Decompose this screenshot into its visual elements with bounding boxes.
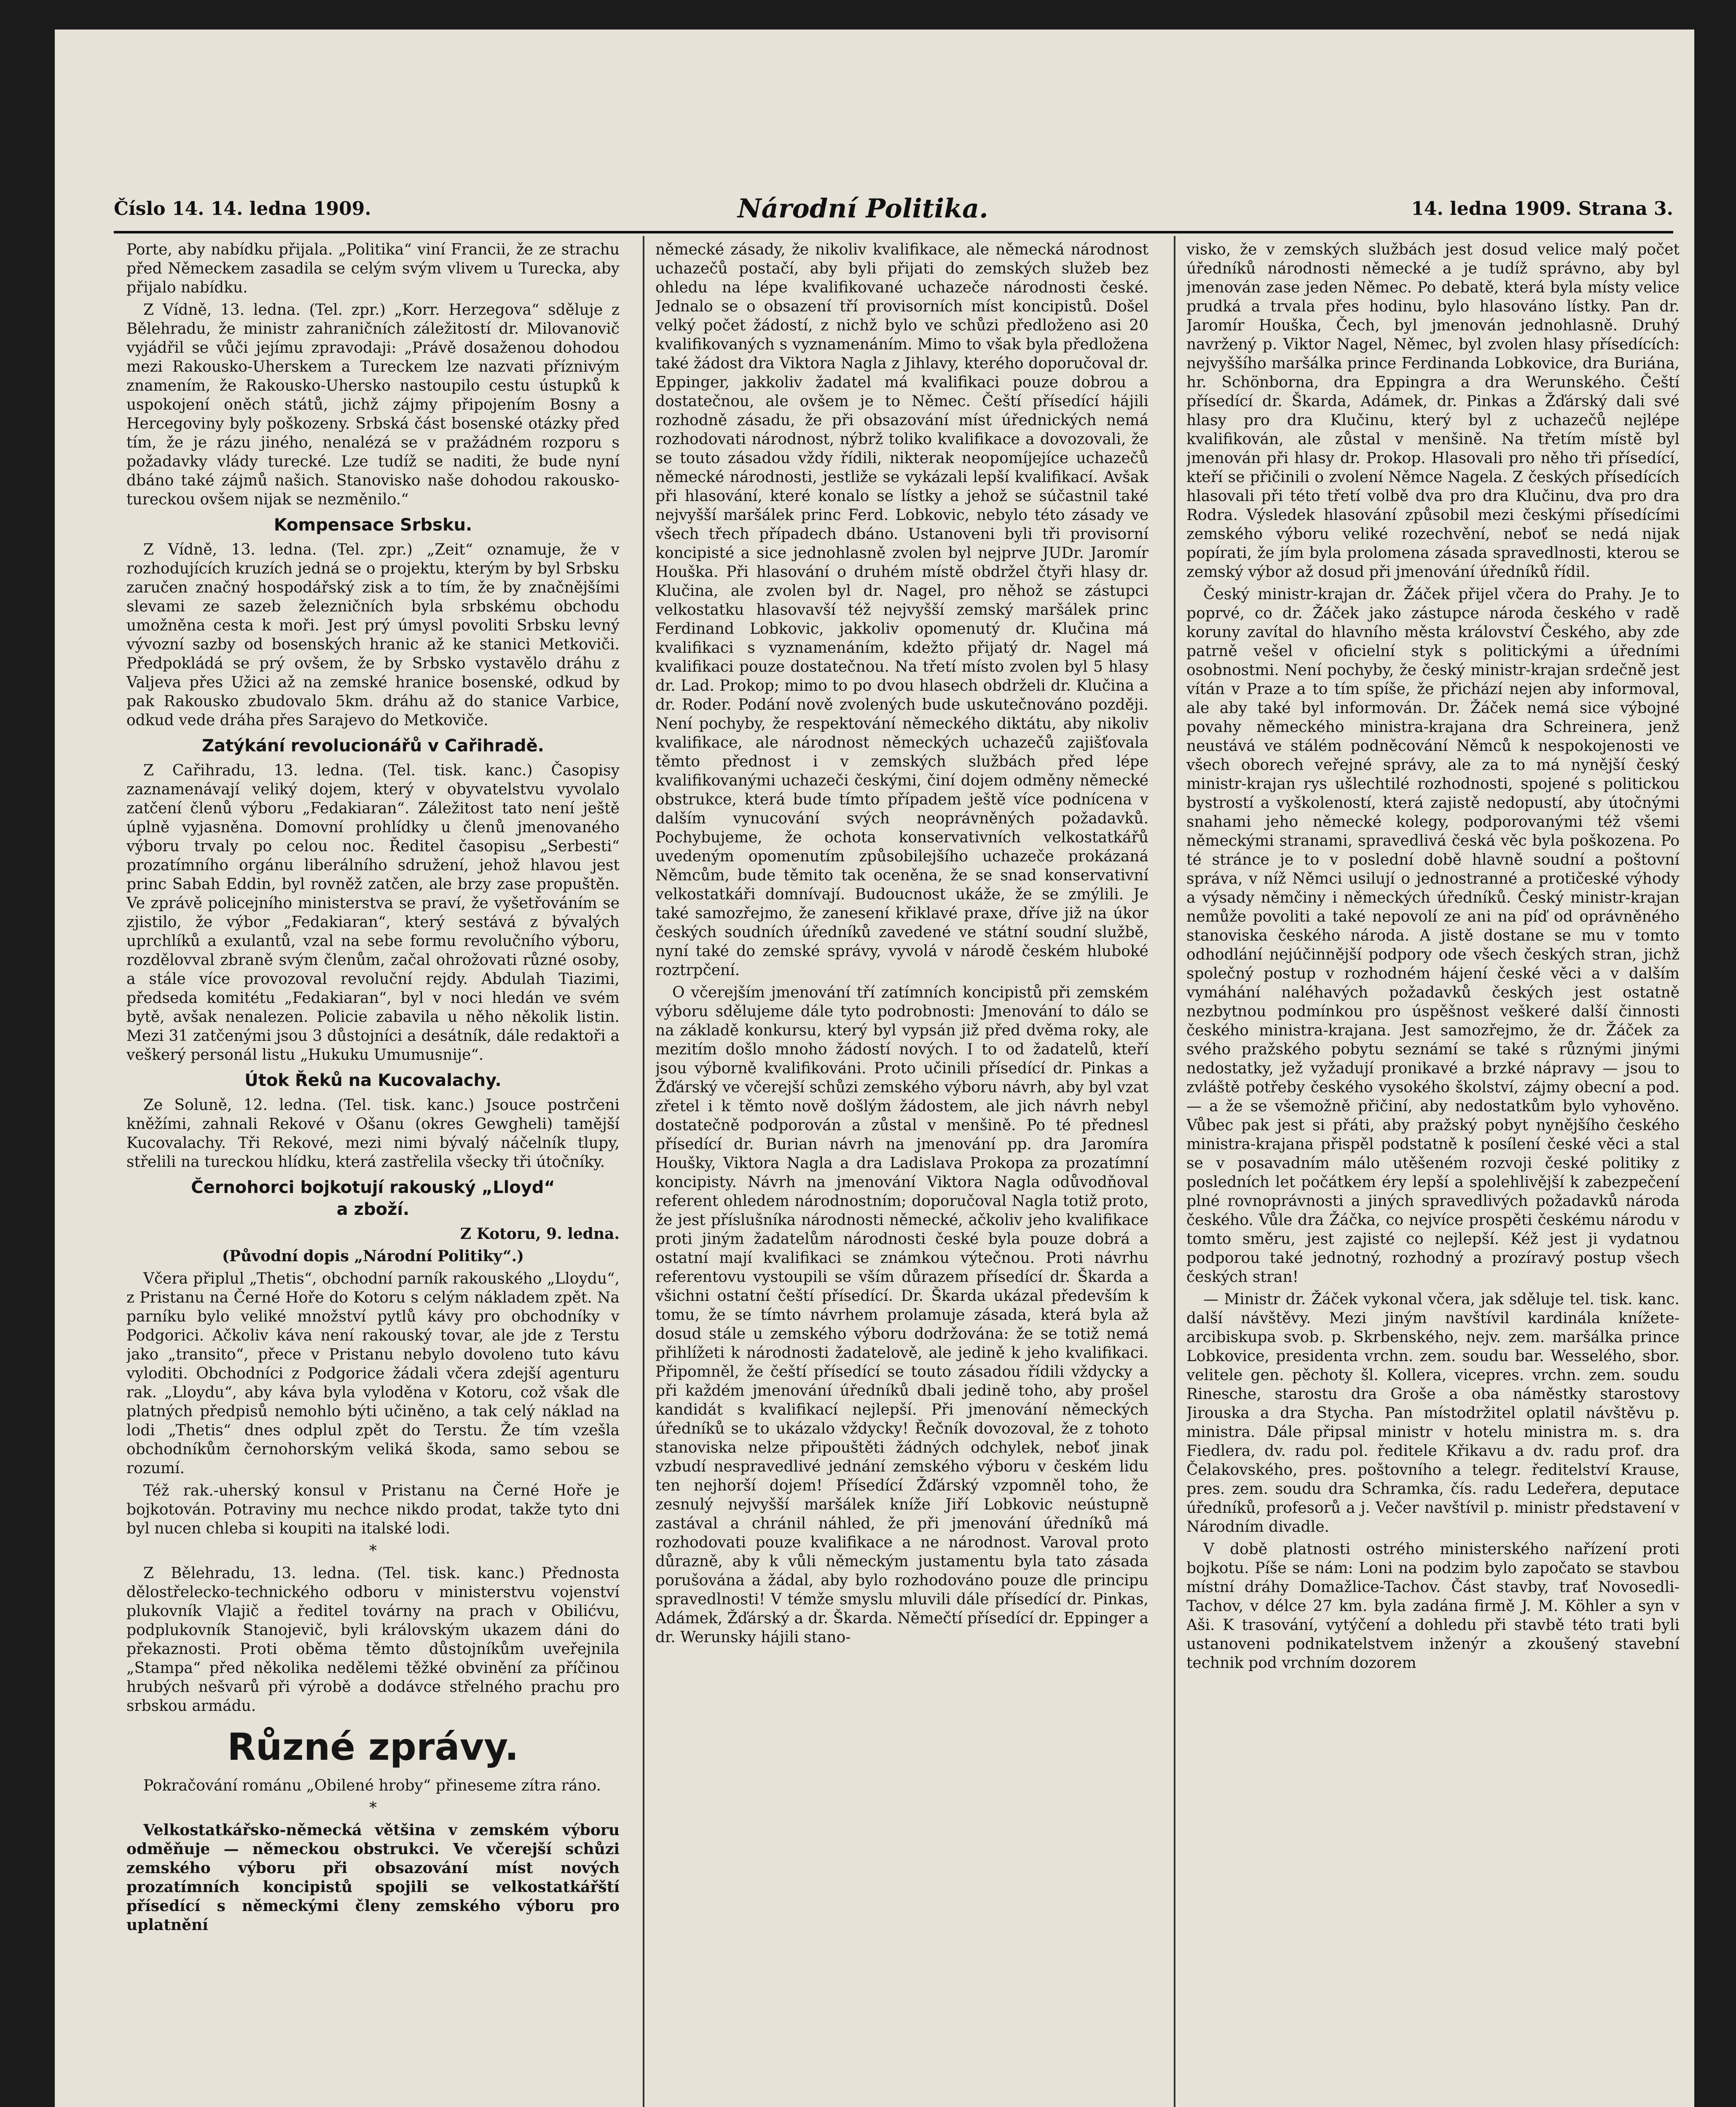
article-heading: Černohorci bojkotují rakouský „Lloyd“: [191, 1178, 555, 1197]
page-header: [114, 181, 1673, 228]
newspaper-page: [55, 29, 1694, 2107]
article-paragraph: O včerejším jmenování tří zatímních koncipistů při zemském výboru sdělujeme dále tyto podrobnosti: Jmenování to dálo se na základě konkursu, který byl vypsán již před dvěma roky, ale mezitím došlo mnoho žádostí nových. I to od žadatelů, kteří jsou výborně kvalifikováni. Proto učinili přísedící dr. Pinkas a Žďárský ve včerejší schůzi zemského výboru návrh, aby byl vzat zřetel i k těmto nově došlým žádostem, ale jich návrh nebyl dostatečně podporován a zůstal v menšině. Po té přednesl přísedící dr. Burian návrh na jmenování pp. dra Jaromíra Houšky, Viktora Nagla a dra Ladislava Prokopa za prozatímní koncipisty. Návrh na jmenování Viktora Nagla odůvodňoval referent ohledem národnostním; doporučoval Nagla totiž proto, že jest příslušníka národnosti německé, ačkoliv jeho kvalifikace proti jiným žadatelům národnosti české byla pouze dobrá a ostatní mají kvalifikaci se známkou výtečnou. Proti návrhu referentovu vystoupili se vším důrazem přísedící dr. Škarda a všichni ostatní čeští přísedící. Dr. Škarda ukázal především k tomu, že se tímto návrhem prolamuje zásada, která byla až dosud stále u zemského výboru dodržována: že se totiž nemá přihlížeti k národnosti žadatelově, ale jedině k jeho kvalifikaci. Připomněl, že čeští přísedící se touto zásadou řídili vždycky a při každém jmenování úředníků dbali jedině toho, aby prošel kandidát s kvalifikací nejlepší. Při jmenování německých úředníků se to ukázalo vždycky! Řečník dovozoval, že z tohoto stanoviska nelze připouštěti žádných odchylek, neboť jinak vzbudí nespravedlivé jednání zemského výboru v českém lidu ten nejhorší dojem! Přísedící Žďárský vzpomněl toho, že zesnulý nejvyšší maršálek kníže Jiří Lobkovic neústupně zastával a chránil náhled, že při jmenování úředníků má rozhodovati pouze kvalifikace a ne národnost. Varoval proto důrazně, aby k vůli německým justamentu byla tato zásada porušována a žádal, aby bylo rozhodováno pouze dle principu spravedlnosti! V témže smyslu mluvili dále přísedící dr. Pinkas, Adámek, Žďárský a dr. Škarda. Němečtí přísedící dr. Eppinger a dr. Werunsky hájili stano-: [655, 984, 1148, 1646]
article-paragraph: Z Vídně, 13. ledna. (Tel. zpr.) „Korr. Herzegova“ sděluje z Bělehradu, že ministr zahraničních záležitostí dr. Milovanovič vyjádřil se vůči jejímu zpravodaji: „Právě dosaženou dohodou mezi Rakousko-Uherskem a Tureckem lze nazvati příznivým znamením, že Rakousko-Uhersko nastoupilo cestu ústupků k uspokojení oněch států, jichž zájmy připojením Bosny a Hercegoviny byly poškozeny. Srbská část bosenské otázky před tím, že je rázu jiného, nenalézá se v pražádném rozporu s požadavky vlády turecké. Lze tudíž se naditi, že bude nyní dbáno také zájmů našich. Stanovisko naše dohodou rakousko-tureckou ovšem nijak se nezměnilo.“: [126, 301, 620, 508]
header-rule: [114, 231, 1673, 233]
article-paragraph: Z Bělehradu, 13. ledna. (Tel. tisk. kanc.) Přednosta dělostřelecko-technického odboru v ministerstvu vojenství plukovník Vlajič a ředitel továrny na prach v Obilićvu, podplukovník Stanojevič, byli královským ukazem dáni do překaznosti. Proti oběma těmto důstojníkům uveřejnila „Stampa“ před několika nedělemi těžké obvinění za příčinou hrubých nešvarů při výrobě a dodávce střelného prachu pro srbskou armádu.: [126, 1565, 620, 1715]
issue-number-date: Číslo 14. 14. ledna 1909.: [114, 198, 371, 220]
date-page-number: 14. ledna 1909. Strana 3.: [1411, 198, 1673, 220]
article-paragraph: Včera připlul „Thetis“, obchodní parník rakouského „Lloydu“, z Pristanu na Černé Hoře do Kotoru s celým nákladem zpět. Na parníku bylo veliké množství pytlů kávy pro obchodníky v Podgorici. Ačkoliv káva není rakouský tovar, ale jde z Terstu jako „transito“, přece v Pristanu nebylo dovoleno tuto kávu vyloditi. Obchodníci z Podgorice žádali včera zdejší agenturu rak. „Lloydu“, aby káva byla vyloděna v Kotoru, což však dle platných předpisů nemohlo býti učiněno, a tak celý náklad na lodi „Thetis“ dnes odplul zpět do Terstu. Že tím vzešla obchodníkům černohorským veliká škoda, samo sebou se rozumí.: [126, 1270, 620, 1477]
column-3: [1186, 240, 1680, 2107]
article-heading: Zatýkání revolucionářů v Cařihradě.: [202, 736, 544, 756]
article-heading: Kompensace Srbsku.: [274, 515, 472, 535]
column-1: [126, 240, 620, 2107]
article-paragraph: Z Cařihradu, 13. ledna. (Tel. tisk. kanc.) Časopisy zaznamenávají veliký dojem, který v obyvatelstvu vyvolalo zatčení členů výboru „Fedakiaran“. Záležitost tato není ještě úplně vyjasněna. Domovní prohlídky u členů jmenovaného výboru trvaly po celou noc. Ředitel časopisu „Serbesti“ prozatímního orgánu liberálního sdružení, jehož hlavou jest princ Sabah Eddin, byl rovněž zatčen, ale brzy zase propuštěn. Ve zprávě policejního ministerstva se praví, že vyšetřováním se zjistilo, že výbor „Fedakiaran“, který sestává z bývalých uprchlíků a exulantů, vzal na sebe formu revolučního výboru, rozdělovval zbraně svým členům, začal ohrožovati různé osoby, a stále více provozoval revoluční rejdy. Abdulah Tiazimi, předseda komitétu „Fedakiaran“, byl v noci hledán ve svém bytě, avšak nenalezen. Policie zabavila u něho několik listin. Mezi 31 zatčenými jsou 3 důstojníci a desátník, dále redaktoři a veškerý personál listu „Hukuku Umumusnije“.: [126, 762, 620, 1064]
column-divider-2: [1174, 236, 1175, 2107]
article-paragraph: Velkostatkářsko-německá většina v zemském výboru odměňuje — německou obstrukci. Ve včerejší schůzi zemského výboru při obsazování míst nových prozatímních koncipistů spojili se velkostatkářští přísedící s německými členy zemského výboru pro uplatnění: [126, 1821, 620, 1934]
section-title: Různé zprávy.: [227, 1725, 519, 1769]
article-heading-continued: a zboží.: [336, 1200, 410, 1219]
article-paragraph: visko, že v zemských službách jest dosud velice malý počet úředníků národnosti německé a je tudíž správno, aby byl jmenován zase jeden Němec. Po debatě, která byla místy velice prudká a trvala přes hodinu, bylo hlasováno lístky. Pan dr. Jaromír Houška, Čech, byl jmenován jednohlasně. Druhý navržený p. Viktor Nagel, Němec, byl zvolen hlasy přísedících: nejvyššího maršálka prince Ferdinanda Lobkovice, dra Buriána, hr. Schönborna, dra Eppingra a dra Werunského. Čeští přísedící dr. Škarda, Adámek, dr. Pinkas a Žďárský dali své hlasy pro dra Klučinu, který byl z uchazečů nejlépe kvalifikován, ale zůstal v menšině. Na třetím místě byl jmenován při hlasy dr. Prokop. Hlasovali pro něho tři přísedící, kteří se přičinili o zvolení Němce Nagela. Z českých přísedících hlasovali při této třetí volbě dva pro dra Klučinu, dva pro dra Rodra. Výsledek hlasování způsobil mezi českými přísedícími zemského výboru veliké rozechvění, neboť se nedá nijak popírati, že jím byla prolomena zásada spravedlnosti, kterou se zemský výbor až dosud při jmenování úředníků řídil.: [1186, 241, 1680, 581]
column-divider-1: [643, 236, 644, 2107]
article-paragraph: Pokračování románu „Obilené hroby“ přineseme zítra ráno.: [143, 1777, 601, 1794]
article-paragraph: Z Vídně, 13. ledna. (Tel. zpr.) „Zeit“ oznamuje, že v rozhodujících kruzích jedná se o projektu, kterým by byl Srbsku zaručen značný hospodářský zisk a to tím, že by značnějšími slevami ze sazeb železničních byla srbskému obchodu umožněna cesta k moři. Jest prý úmysl povoliti Srbsku levný vývozní sazby od bosenských hranic až ke stanici Metkoviči. Předpokládá se prý ovšem, že by Srbsko vystavělo dráhu z Valjeva přes Užici až na zemské hranice bosenské, odkud by pak Rakousko zbudovalo 5km. dráhu až do stanice Varbice, odkud vede dráha přes Sarajevo do Metkoviče.: [126, 541, 620, 729]
article-paragraph: Porte, aby nabídku přijala. „Politika“ viní Francii, že ze strachu před Německem zasadila se celým svým vlivem u Turecka, aby přijalo nabídku.: [126, 241, 620, 296]
separator-star: *: [369, 1799, 377, 1817]
article-paragraph: Též rak.-uherský konsul v Pristanu na Černé Hoře je bojkotován. Potraviny mu nechce nikdo prodat, takže tyto dni byl nucen chleba si koupiti na italské lodi.: [126, 1482, 620, 1537]
article-heading: Útok Řeků na Kucovalachy.: [244, 1071, 502, 1090]
article-paragraph: Ze Soluně, 12. ledna. (Tel. tisk. kanc.) Jsouce postrčeni kněžími, zahnali Rekové v Ošanu (okres Gewgheli) tamější Kucovalachy. Tři Rekové, mezi nimi bývalý náčelník tlupy, střelili na tureckou hlídku, která zastřelila všecky tři útočníky.: [126, 1096, 620, 1171]
article-paragraph: Český ministr-krajan dr. Žáček přijel včera do Prahy. Je to poprvé, co dr. Žáček jako zástupce národa českého v radě koruny zavítal do hlavního města království Českého, aby zde patrně vešel v oficielní styk s politickými a úředními osobnostmi. Není pochyby, že český ministr-krajan srdečně jest vítán v Praze a to tím spíše, že přichází nejen aby informoval, ale aby také byl informován. Dr. Žáček nemá sice výbojné povahy německého ministra-krajana dra Schreinera, jenž neustává ve stálém podněcování Němců k nespokojenosti ve všech oborech veřejné správy, ale za to má nynější český ministr-krajan rys ušlechtilé rozhodnosti, spojené s politickou bystrostí a vyškoleností, která zajistě nedopustí, aby útočnými snahami jeho německé kolegy, podporovanými též všemi německými stranami, spravedlivá česká věc byla poškozena. Po té stránce je to v poslední době hlavně soudní a poštovní správa, v níž Němci usilují o jednostranné a protičeské výhody a výsady němčiny i německých úředníků. Český ministr-krajan nemůže povoliti a také nepovolí ze ani na píď od oprávněného stanoviska českého národa. A jistě dostane se mu v tomto odhodlání nejúčinnější podpory ode všech českých stran, jichž společný postup v rozhodném hájení české věci a v dalším vymáhání naléhavých požadavků českých jest ostatně nezbytnou podmínkou pro úspěšnost veškeré další činnosti českého ministra-krajana. Jest samozřejmo, že dr. Žáček za svého pražského pobytu seznámí se také s různými jinými nedostatky, jež vyžadují pronikavé a brzké nápravy — jsou to zvláště potřeby českého vysokého školství, zájmy obecní a pod. — a že se všemožně přičiní, aby nedostatkům bylo vyhověno. Vůbec pak jest si přáti, aby pražský pobyt nynějšího českého ministra-krajana přispěl podstatně k posílení české věci a stal se v posavadním málo utěšeném rozvoji české politiky z posledních let počátkem éry lepší a spolehlivější k zabezpečení plné rovnoprávnosti a jiných spravedlivých požadavků národa českého. Vůle dra Žáčka, co nejvíce prospěti českému národu v tomto směru, jest zajisté co nejlepší. Kéž jest ji vydatnou podporou také jednotný, rozhodný a prozíravý postup všech českých stran!: [1186, 586, 1680, 1286]
article-paragraph: V době platnosti ostrého ministerského nařízení proti bojkotu. Píše se nám: Loni na podzim bylo započato se stavbou místní dráhy Domažlice-Tachov. Část stavby, trať Novosedli-Tachov, v délce 27 km. byla zadána firmě J. M. Köhler a syn v Aši. K trasování, vytýčení a dohledu při stavbě této trati byli ustanoveni podnikatelstvem inženýr a zkoušený stavební technik pod vrchním dozorem: [1186, 1541, 1680, 1672]
dateline: Z Kotoru, 9. ledna.: [460, 1225, 620, 1243]
separator-star: *: [369, 1542, 377, 1560]
column-2: [655, 240, 1148, 2107]
source-note: (Původní dopis „Národní Politiky“.): [222, 1247, 524, 1265]
article-paragraph: německé zásady, že nikoliv kvalifikace, ale německá národnost uchazečů postačí, aby byli přijati do zemských služeb bez ohledu na lépe kvalifikované uchazeče národnosti české. Jednalo se o obsazení tří provisorních míst koncipistů. Došel velký počet žádostí, z nichž bylo ve schůzi předloženo asi 20 kvalifikovaných s vyznamenáním. Mimo to však byla předložena také žádost dra Viktora Nagla z Jihlavy, kterého doporučoval dr. Eppinger, jakkoliv žadatel má kvalifikaci pouze dobrou a dostatečnou, ale ovšem je to Němec. Čeští přísedící hájili rozhodně zásadu, že při obsazování míst úřednických nemá rozhodovati národnost, nýbrž toliko kvalifikace a dovozovali, že se touto zásadou vždy řídili, nikterak neopomíjejíce uchazečů německé národnosti, jestliže se vykázali lepší kvalifikací. Avšak při hlasování, které konalo se lístky a jehož se súčastnil také nejvyšší maršálek princ Ferd. Lobkovic, nebylo této zásady ve všech třech případech dbáno. Ustanoveni byli tři provisorní koncipisté a sice jednohlasně zvolen byl nejprve JUDr. Jaromír Houška. Při hlasování o druhém místě obdržel čtyři hlasy dr. Klučina, ale zvolen byl dr. Nagel, pro něhož se zástupci velkostatku hlasovavší též nejvyšší zemský maršálek princ Ferdinand Lobkovic, jakkoliv opomenutý dr. Klučina má kvalifikaci s vyznamenáním, kdežto přijatý dr. Nagel má kvalifikaci pouze dostatečnou. Na třetí místo zvolen byl 5 hlasy dr. Lad. Prokop; mimo to po dvou hlasech obdrželi dr. Klučina a dr. Roder. Podání nově zvolených bude uskutečnováno později. Není pochyby, že respektování německého diktátu, aby nikoliv kvalifikace, ale národnost německých uchazečů zajišťovala těmto přednost i v zemských službách před lépe kvalifikovanými uchazeči českými, činí dojem odměny německé obstrukce, která bude tímto případem ještě více podnícena v dalším vynucování svých neoprávněných požadavků. Pochybujeme, že ochota konservativních velkostatkářů uvedeným opomenutím způsobilejšího uchazeče prokázaná Němcům, bude těmito tak oceněna, že se snad konservativní velkostatkáři domnívají. Budoucnost ukáže, že se zmýlili. Je také samozřejmo, že zanesení křiklavé praxe, dříve již na úkor českých soudních úředníků zavedené ve státní soudní službě, nyní také do zemské správy, vyvolá v národě českém hluboké roztrpčení.: [655, 241, 1148, 979]
article-paragraph: — Ministr dr. Žáček vykonal včera, jak sděluje tel. tisk. kanc. další návštěvy. Mezi jiným navštívil kardinála knížete-arcibiskupa svob. p. Skrbenského, nejv. zem. maršálka prince Lobkovice, presidenta vrchn. zem. soudu bar. Wesselého, sbor. velitele gen. pěchoty šl. Kollera, vicepres. vrchn. zem. soudu Rinesche, starostu dra Groše a oba náměstky starostovy Jirouska a dra Stycha. Pan místodržitel oplatil návštěvu p. ministra. Dále připsal ministr v hotelu ministra m. s. dra Fiedlera, dv. radu pol. ředitele Křikavu a dv. radu prof. dra Čelakovského, pres. poštovního a telegr. ředitelství Krause, pres. zem. soudu dra Schramka, čís. radu Ledeřera, deputace úředníků, profesorů a j. Večer navštívil p. ministr představení v Národním divadle.: [1186, 1291, 1680, 1536]
newspaper-title: Národní Politika.: [738, 193, 988, 224]
